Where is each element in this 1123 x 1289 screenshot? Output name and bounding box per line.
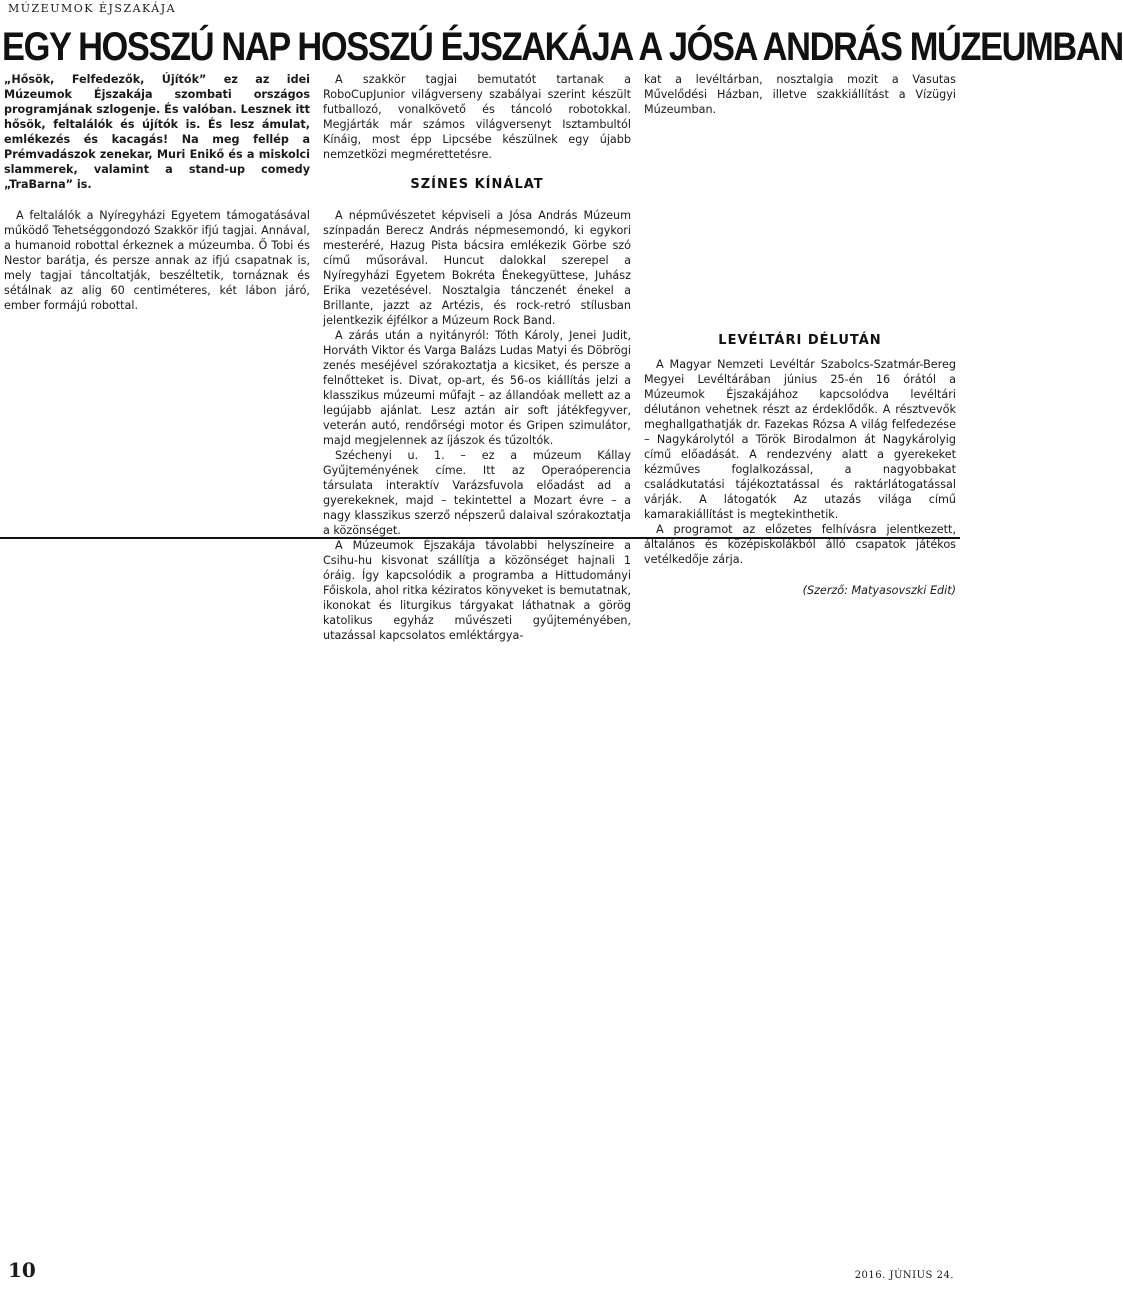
subheading-leveltari-delutan: LEVÉLTÁRI DÉLUTÁN [718,333,882,348]
article-paragraph: A zárás után a nyitányról: Tóth Károly, Jenei Judit, Horváth Viktor és Varga Balázs Ludas Matyi és Döbrögi zenés meséjével szórakoztatja a kicsiket, és persze a felnőtteket is. Divat, op-art, és 56-os kiállítás jelzi a klasszikus múzeumi műfajt – az állandóak mellett az a legújabb ajánlat. Lesz aztán air soft játékfegyver, veterán autó, rendőrségi motor és Gripen szimulátor, majd megjelennek az íjászok és tűzoltók. [323,329,631,447]
article-paragraph: A Magyar Nemzeti Levéltár Szabolcs-Szatmár-Bereg Megyei Levéltárában június 25-én 16 órától a Múzeumok Éjszakájához kapcsolódva levéltári délutánon vehetnek részt az érdeklődők. A résztvevők meghallgathatják dr. Fazekas Rózsa A világ felfedezése – Nagykárolytól a Török Birodalmon át Nagykárolyig című előadását. A rendezvény alatt a gyerekeket kézműves foglalkozással, a nagyobbakat családkutatási tájékoztatással és raktárlátogatással várják. A látogatók Az utazás világa című kamarakiállítást is megtekinthetik. [644,358,956,521]
article-author: (Szerző: Matyasovszki Edit) [802,584,956,597]
article-paragraph: A Múzeumok Éjszakája távolabbi helyszíneire a Csihu-hu kisvonat szállítja a közönséget hajnali 1 óráig. Így kapcsolódik a programba a Hittudományi Főiskola, ahol ritka kéziratos könyveket is bemutatnak, ikonokat és liturgikus tárgyakat láthatnak a görög katolikus egyház művészeti gyűjteményében, utazással kapcsolatos emléktárgya- [323,539,631,642]
section-divider [0,537,960,539]
article-paragraph: A feltalálók a Nyíregyházi Egyetem támogatásával működő Tehetséggondozó Szakkör ifjú tagjai. Annával, a humanoid robottal érkeznek a múzeumba. Ő Tobi és Nestor barátja, és persze annak az ifjú csapatnak is, mely tagjai táncoltatják, beszéltetik, tornáznak és sétálnak az alig 60 centiméteres, két lábon járó, ember formájú robottal. [4,209,310,312]
issue-date: 2016. JÚNIUS 24. [854,1270,954,1281]
article-paragraph: A népművészetet képviseli a Jósa András Múzeum színpadán Berecz András népmesemondó, ki egykori mesteréré, Hazug Pista bácsira emlékezik Görbe szó című műsorával. Huncut dalokkal szerepel a Nyíregyházi Egyetem Bokréta Énekegyüttese, Juhász Erika vezetésével. Nosztalgia tánczenét énekel a Brillante, jazzt az Artézis, és rock-retró stílusban jelentkezik éjfélkor a Múzeum Rock Band. [323,209,631,327]
article-column-1 [4,72,310,313]
article-paragraph: Széchenyi u. 1. – ez a múzeum Kállay Gyűjteményének címe. Itt az Operaóperencia társulata interaktív Varázsfuvola előadást ad a gyerekeknek, majd – tekintettel a Mozart évre – a nagy klasszikus szerző népszerű dalaival szórakoztatja a közönséget. [323,449,631,537]
section-label: MÚZEUMOK ÉJSZAKÁJA [8,2,177,15]
article-lead: „Hősök, Felfedezők, Újítók” ez az idei Múzeumok Éjszakája szombati országos programjának szlogenje. És valóban. Lesznek itt hősök, feltalálók és újítók is. És lesz ámulat, emlékezés és kacagás! Na meg fellép a Prémvadászok zenekar, Muri Enikő és a miskolci slammerek, valamint a stand-up comedy „TraBarna” is. [4,73,310,191]
subheading-szines-kinalat: SZÍNES KÍNÁLAT [410,177,544,192]
article-paragraph: kat a levéltárban, nosztalgia mozit a Vasutas Művelődési Házban, illetve szakkiállítást a Vízügyi Múzeumban. [644,73,956,116]
article-column-3 [644,72,956,598]
article-paragraph: A programot az előzetes felhívásra jelentkezett, általános és középiskolákból álló csapatok játékos vetélkedője zárja. [644,523,956,566]
article-column-2 [323,72,631,643]
article-headline: EGY HOSSZÚ NAP HOSSZÚ ÉJSZAKÁJA A JÓSA ANDRÁS MÚZEUMBAN [2,25,1123,69]
page-number: 10 [8,1258,36,1282]
article-paragraph: A szakkör tagjai bemutatót tartanak a RoboCupJunior világverseny szabályai szerint készült futballozó, vonalkövető és táncoló robotokkal. Megjárták már számos világversenyt Isztambultól Kínáig, most épp Lipcsébe készülnek egy újabb nemzetközi megmérettetésre. [323,73,631,161]
